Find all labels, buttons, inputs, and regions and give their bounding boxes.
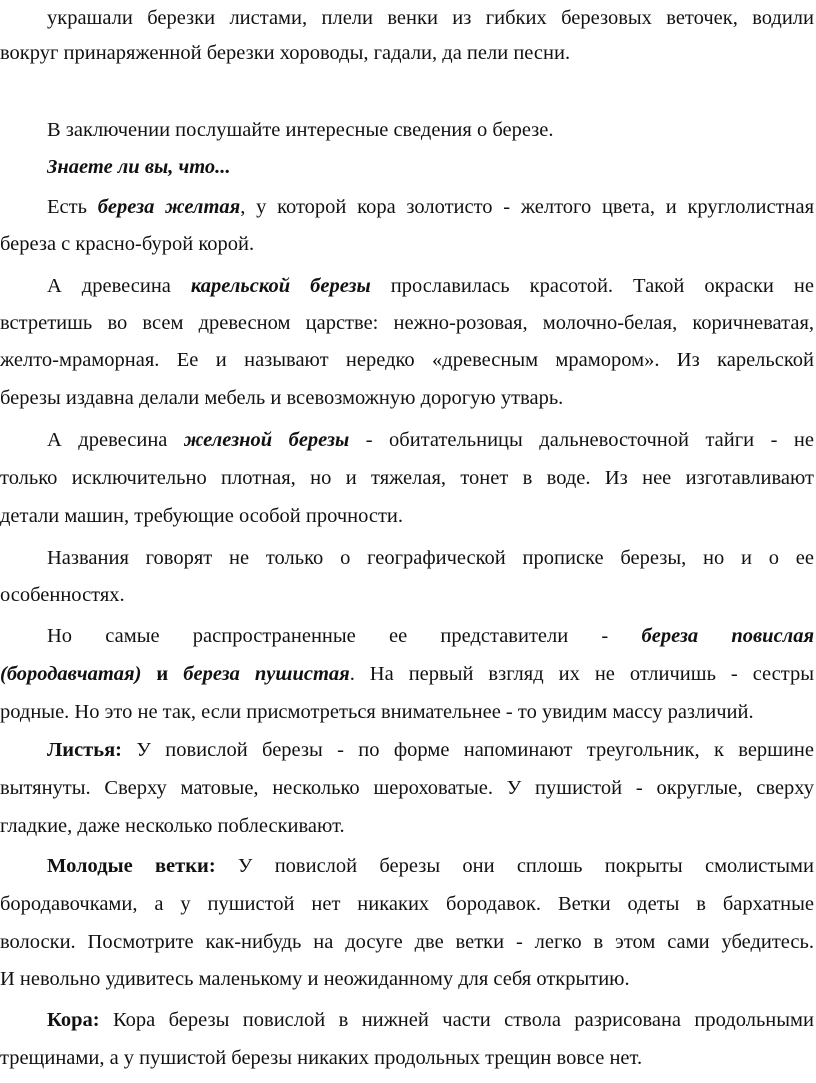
text-span: И невольно удивитесь маленькому и неожиданному для себя открытию. (0, 968, 630, 990)
paragraph-line (0, 656, 814, 693)
text-span: особенностях. (0, 584, 125, 606)
emphasis-term: карельской березы (190, 275, 371, 297)
text-span: трещинами, а у пушистой березы никаких продольных трещин вовсе нет. (0, 1047, 643, 1069)
section-heading (0, 149, 814, 186)
text-span: береза с красно-бурой корой. (0, 233, 255, 255)
paragraph-line (0, 305, 814, 342)
paragraph-line (0, 112, 814, 149)
text-span: вокруг принаряженной березки хороводы, гадали, да пели песни. (0, 42, 571, 64)
paragraph-line (0, 422, 814, 459)
emphasis-term: железной березы (183, 429, 350, 451)
paragraph-line (0, 924, 814, 961)
text-span: А древесина (47, 429, 184, 451)
paragraph-line (0, 460, 814, 497)
emphasis-term: береза пушистая (183, 663, 350, 685)
paragraph-line (0, 770, 814, 807)
paragraph-line (0, 189, 814, 226)
text-span: Есть (47, 196, 98, 218)
paragraph-line (0, 35, 814, 72)
text-span: только исключительно плотная, но и тяжелая, тонет в воде. Из нее изготавливают (0, 467, 814, 489)
paragraph-line (0, 886, 814, 923)
text-span: детали машин, требующие особой прочности. (0, 505, 404, 527)
paragraph-line (0, 732, 814, 769)
text-span: украшали березки листами, плели венки из гибких березовых веточек, водили (47, 7, 814, 29)
text-span: У повислой березы они сплошь покрыты смолистыми (215, 855, 814, 877)
text-span: Но самые распространенные ее представители - (47, 625, 642, 647)
text-span: А древесина (47, 275, 191, 297)
paragraph-line (0, 268, 814, 305)
paragraph-line (0, 1002, 814, 1039)
heading-text: Знаете ли вы, что... (47, 156, 231, 178)
text-span: бородавочками, а у пушистой нет никаких бородавок. Ветки одеты в бархатные (0, 893, 814, 915)
text-span: березы издавна делали мебель и всевозможную дорогую утварь. (0, 387, 564, 409)
text-span: прославилась красотой. Такой окраски не (370, 275, 814, 297)
paragraph-line (0, 618, 814, 655)
paragraph-line (0, 540, 814, 577)
term-label: Кора: (47, 1009, 100, 1031)
text-span: волоски. Посмотрите как-нибудь на досуге две ветки - легко в этом сами убедитесь. (0, 931, 814, 953)
text-span: - обитательницы дальневосточной тайги - не (349, 429, 814, 451)
paragraph-line (0, 498, 814, 535)
text-span: встретишь во всем древесном царстве: нежно-розовая, молочно-белая, коричневатая, (0, 312, 814, 334)
paragraph-line (0, 848, 814, 885)
term-label: Листья: (47, 739, 123, 761)
text-span: желто-мраморная. Ее и называют нередко «древесным мрамором». Из карельской (0, 349, 814, 371)
text-span: В заключении послушайте интересные сведения о березе. (47, 119, 554, 141)
paragraph-line (0, 226, 814, 263)
emphasis-term: (бородавчатая) (0, 663, 142, 685)
paragraph-line (0, 961, 814, 998)
paragraph-line (0, 380, 814, 417)
conjunction-bold: и (141, 663, 184, 685)
text-span: Названия говорят не только о географической прописке березы, но и о ее (47, 547, 814, 569)
paragraph-line (0, 0, 814, 37)
text-span: Кора березы повислой в нижней части ствола разрисована продольными (99, 1009, 814, 1031)
paragraph-line (0, 1040, 814, 1077)
paragraph-line (0, 808, 814, 845)
paragraph-line (0, 342, 814, 379)
text-span: гладкие, даже несколько поблескивают. (0, 815, 345, 837)
text-span: вытянуты. Сверху матовые, несколько шероховатые. У пушистой - округлые, сверху (0, 777, 814, 799)
text-span: родные. Но это не так, если присмотреться внимательнее - то увидим массу различий. (0, 701, 754, 723)
text-span: , у которой кора золотисто - желтого цвета, и круглолистная (240, 196, 814, 218)
text-span: . На первый взгляд их не отличишь - сестры (349, 663, 814, 685)
text-span: У повислой березы - по форме напоминают треугольник, к вершине (122, 739, 814, 761)
term-label: Молодые ветки: (47, 855, 216, 877)
paragraph-line (0, 577, 814, 614)
paragraph-line (0, 694, 814, 731)
emphasis-term: береза желтая (97, 196, 241, 218)
emphasis-term: береза повислая (641, 625, 814, 647)
